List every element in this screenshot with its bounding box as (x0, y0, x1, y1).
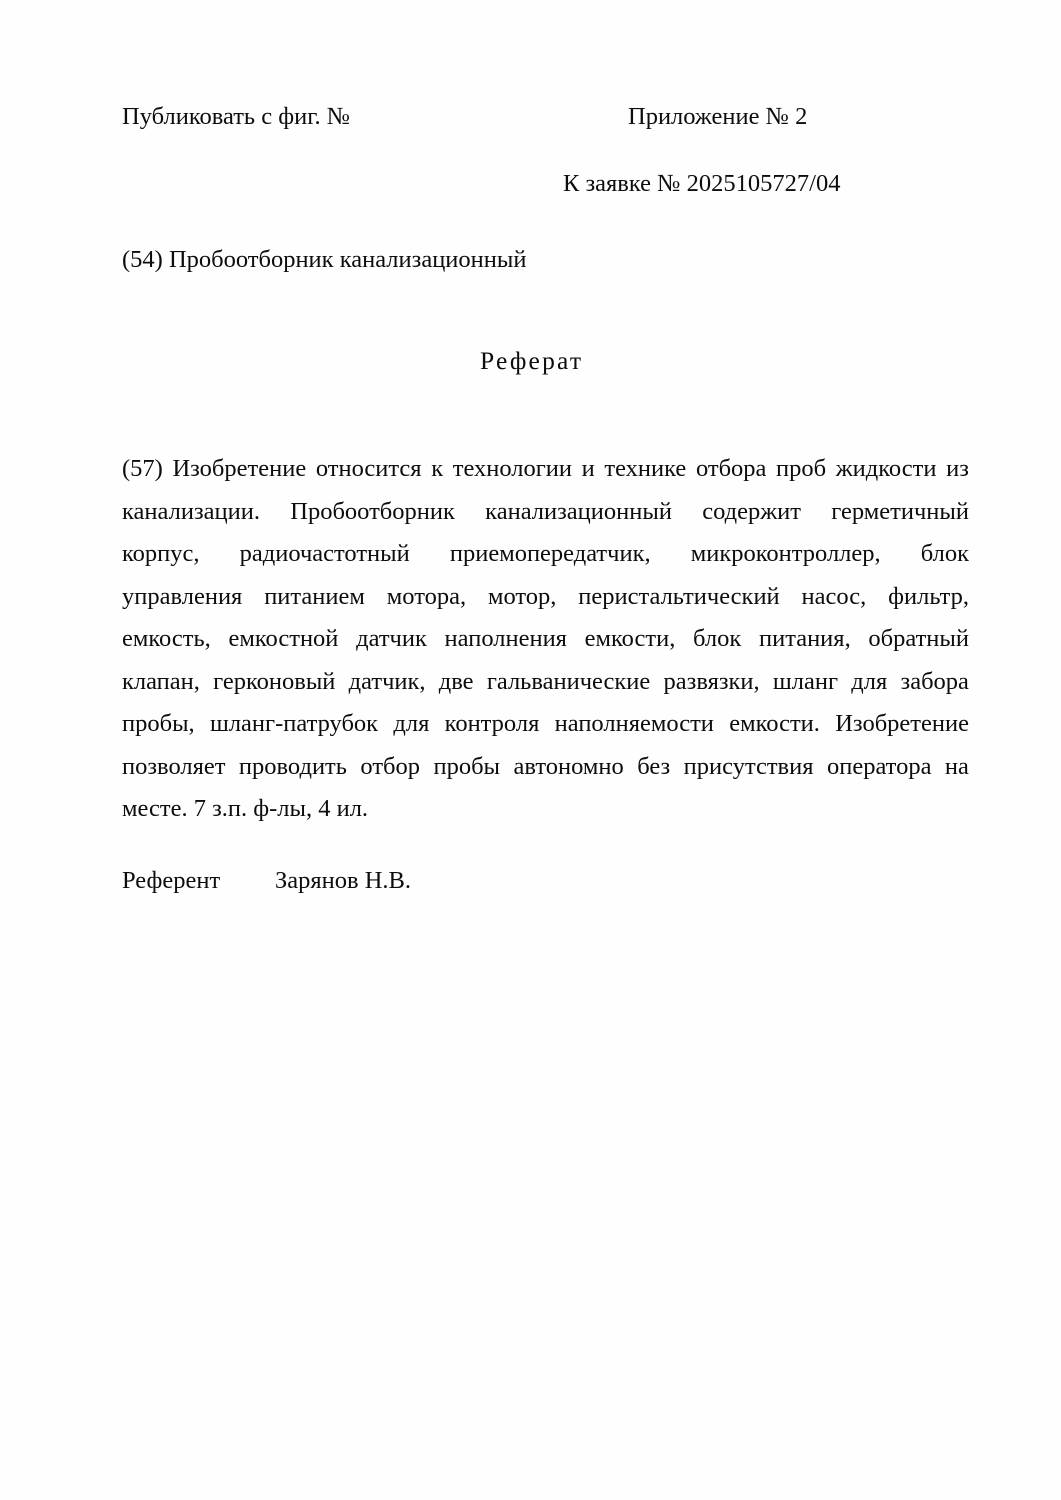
referent-role-label: Референт (122, 867, 221, 894)
abstract-line-text: канализации. Пробоотборник канализационный содержит герметичный (122, 497, 969, 525)
page-title: (54) Пробоотборник канализационный (122, 246, 527, 273)
abstract-line-text: управления питанием мотора, мотор, перистальтический насос, фильтр, (122, 582, 969, 610)
abstract-line-text: клапан, герконовый датчик, две гальванические развязки, шланг для забора (122, 667, 969, 695)
abstract-line (122, 661, 969, 704)
abstract-line (122, 448, 969, 491)
annex-label: Приложение № 2 (628, 103, 808, 130)
signature-line (122, 864, 411, 898)
abstract-line-text: емкость, емкостной датчик наполнения емкости, блок питания, обратный (122, 625, 969, 652)
abstract-line-text: пробы, шланг-патрубок для контроля наполняемости емкости. Изобретение (122, 710, 969, 737)
abstract-line (122, 576, 969, 619)
abstract-line-text: корпус, радиочастотный приемопередатчик, микроконтроллер, блок (122, 540, 969, 567)
referent-name: Зарянов Н.В. (275, 867, 412, 894)
document-header (122, 100, 968, 134)
abstract-line-text: (57) Изобретение относится к технологии и технике отбора проб жидкости из (122, 455, 969, 482)
abstract-line-text: месте. 7 з.п. ф-лы, 4 ил. (122, 795, 369, 822)
abstract-line (122, 788, 969, 831)
abstract-line (122, 746, 969, 789)
application-number: К заявке № 2025105727/04 (563, 170, 841, 197)
abstract-line (122, 533, 969, 576)
abstract-line (122, 703, 969, 746)
abstract-line-text: позволяет проводить отбор пробы автономно без присутствия оператора на (122, 752, 969, 780)
abstract-line (122, 618, 969, 661)
abstract-body (122, 448, 969, 831)
abstract-line (122, 491, 969, 534)
section-heading-abstract: Реферат (479, 346, 584, 375)
publish-with-figure-note: Публиковать с фиг. № (122, 103, 351, 130)
